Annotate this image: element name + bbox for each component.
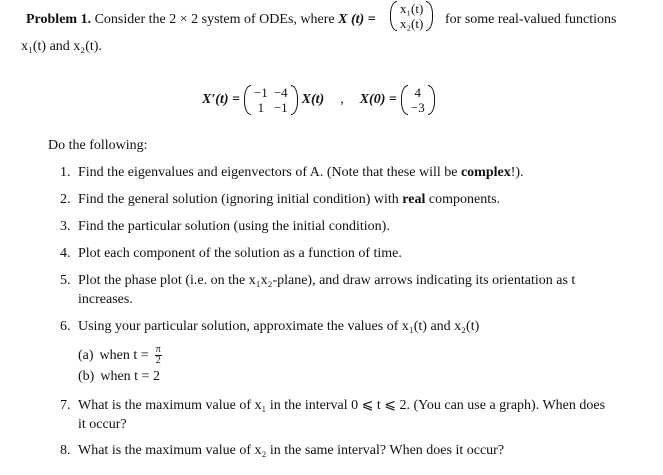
problem-intro: Consider the 2 × 2 system of ODEs, where — [94, 12, 339, 27]
task-bold: real — [402, 192, 426, 207]
ic-x1: 4 — [414, 85, 422, 100]
task-text: Find the eigenvalues and eigenvectors of A. (Note that these will be — [78, 165, 461, 180]
task-7-cont: it occur? — [78, 417, 127, 432]
task-text-end: !). — [510, 165, 524, 180]
subtask-text: when t = 2 — [100, 369, 160, 384]
fraction-numerator: π — [155, 344, 161, 355]
initial-condition-label: X(0) = — [359, 92, 397, 107]
problem-label: Problem 1. — [26, 12, 92, 27]
task-text: Find the general solution (ignoring initial condition) with — [78, 192, 403, 207]
task-text: What is the maximum value of x₂ in the same interval? When does it occur? — [78, 443, 505, 458]
instructions: Do the following: — [48, 138, 148, 153]
subtask-text: when t = — [99, 347, 149, 363]
task-number: 4. — [60, 246, 71, 261]
x2-entry: x₂(t) — [400, 16, 424, 31]
task-text: Plot the phase plot (i.e. on the x₁x₂-plane), and draw arrows indicating its orientation as t — [78, 273, 576, 288]
initial-condition-vector — [401, 85, 435, 115]
task-bold: complex — [460, 165, 511, 180]
subtask-label: (b) — [78, 369, 95, 384]
fraction-denominator: 2 — [155, 355, 161, 366]
task-number: 5. — [60, 273, 71, 288]
fraction — [155, 345, 162, 366]
problem-intro-second: x₁(t) and x₂(t). — [21, 39, 102, 54]
task-number: 6. — [60, 319, 71, 334]
x-vector-def: X (t) = — [338, 12, 376, 27]
coefficient-matrix — [244, 85, 298, 115]
x-vector — [390, 1, 433, 31]
subtask-b — [78, 368, 160, 386]
ode-equation — [202, 85, 435, 115]
task-text: Using your particular solution, approximate the values of x₁(t) and x₂(t) — [78, 319, 480, 334]
task-number: 1. — [60, 165, 71, 180]
task-number: 8. — [60, 443, 71, 458]
subtask-label: (a) — [78, 347, 94, 363]
x1-entry: x₁(t) — [400, 1, 424, 16]
task-number: 7. — [60, 398, 71, 413]
matrix-a21: 1 — [257, 100, 265, 115]
task-number: 2. — [60, 192, 71, 207]
subtask-a — [78, 345, 162, 366]
matrix-a22: −1 — [273, 100, 288, 115]
ic-x2: −3 — [410, 100, 425, 115]
task-text: Plot each component of the solution as a function of time. — [78, 246, 402, 261]
equation-rhs: X(t) — [301, 92, 325, 107]
task-number: 3. — [60, 219, 71, 234]
problem-intro-tail: for some real-valued functions — [445, 12, 617, 27]
matrix-a11: −1 — [253, 85, 268, 100]
equation-separator: , — [340, 92, 344, 107]
equation-lhs: X′(t) = — [202, 92, 240, 107]
task-5-cont: increases. — [78, 292, 133, 307]
matrix-a12: −4 — [273, 85, 288, 100]
task-text: Find the particular solution (using the initial condition). — [78, 219, 390, 234]
task-text: What is the maximum value of x₁ in the interval 0 ⩽ t ⩽ 2. (You can use a graph). When does — [78, 398, 606, 413]
problem-statement — [26, 11, 376, 29]
task-text-end: components. — [425, 192, 501, 207]
